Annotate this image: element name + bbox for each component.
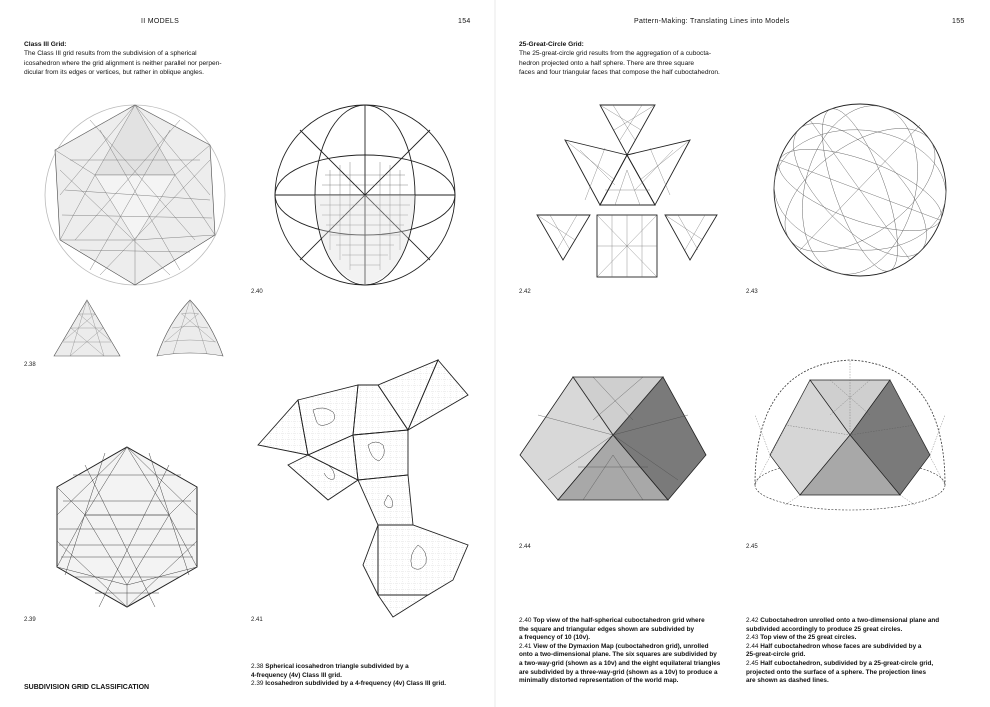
right-page-number: 155 bbox=[952, 18, 965, 25]
fig-label-2-38: 2.38 bbox=[24, 362, 36, 368]
half-sphere-grid-figure bbox=[270, 100, 460, 290]
left-running-head: II MODELS bbox=[141, 18, 180, 25]
caption-line: 2.45 Half cuboctahedron, subdivided by a 25-great-circle grid, bbox=[746, 659, 934, 667]
caption-line: are subdivided by a three-way-grid (shown as a 10v) to produce a bbox=[519, 668, 718, 676]
right-section-text: The 25-great-circle grid results from the aggregation of a cubocta- hedron projected onto a half sphere. There are three square faces and four triangular faces that compose the half cuboctahedron. bbox=[519, 50, 720, 77]
cuboctahedron-net-figure bbox=[535, 100, 720, 280]
caption-line: 2.43 Top view of the 25 great circles. bbox=[746, 634, 857, 642]
caption-line: are shown as dashed lines. bbox=[746, 677, 829, 685]
curved-triangle-figure bbox=[155, 298, 225, 358]
caption-line: a two-way-grid (shown as a 10v) and the eight equilateral triangles bbox=[519, 659, 721, 667]
fig-label-2-39: 2.39 bbox=[24, 617, 36, 623]
caption-line: 4-frequency (4v) Class III grid. bbox=[251, 671, 342, 679]
caption-line: 2.41 View of the Dymaxion Map (cuboctahedron grid), unrolled bbox=[519, 642, 709, 650]
caption-line: 2.44 Half cuboctahedron whose faces are subdivided by a bbox=[746, 642, 922, 650]
spherical-icosahedron-figure bbox=[40, 100, 230, 290]
caption-line: minimally distorted representation of the world map. bbox=[519, 677, 679, 685]
caption-line: a frequency of 10 (10v). bbox=[519, 634, 591, 642]
footer-section-title: SUBDIVISION GRID CLASSIFICATION bbox=[24, 684, 150, 691]
right-section-title: 25-Great-Circle Grid: bbox=[519, 41, 584, 48]
caption-line: projected onto the surface of a sphere. The projection lines bbox=[746, 668, 927, 676]
left-page-number: 154 bbox=[458, 18, 471, 25]
dymaxion-map-figure bbox=[258, 355, 473, 620]
half-cuboctahedron-figure bbox=[518, 375, 708, 510]
fig-label-2-40: 2.40 bbox=[251, 289, 263, 295]
great-circles-figure bbox=[770, 100, 950, 280]
fig-label-2-42: 2.42 bbox=[519, 289, 531, 295]
caption-line: 2.40 Top view of the half-spherical cuboctahedron grid where bbox=[519, 617, 705, 624]
left-section-text: The Class III grid results from the subdivision of a spherical icosahedron where the grid alignment is neither parallel nor perpen- dicular from its edges or vertices, but rather in oblique angles. bbox=[24, 50, 222, 77]
left-captions bbox=[251, 663, 491, 689]
fig-label-2-45: 2.45 bbox=[746, 544, 758, 550]
caption-line: 2.38 Spherical icosahedron triangle subdivided by a bbox=[251, 663, 409, 670]
caption-line: 2.39 Icosahedron subdivided by a 4-frequency (4v) Class III grid. bbox=[251, 680, 446, 688]
fig-label-2-41: 2.41 bbox=[251, 617, 263, 623]
icosahedron-figure bbox=[55, 445, 200, 610]
fig-label-2-43: 2.43 bbox=[746, 289, 758, 295]
caption-line: 25-great-circle grid. bbox=[746, 651, 806, 659]
right-captions-right bbox=[746, 617, 976, 686]
fig-label-2-44: 2.44 bbox=[519, 544, 531, 550]
left-section-title: Class III Grid: bbox=[24, 41, 67, 48]
caption-line: onto a two-dimensional plane. The six squares are subdivided by bbox=[519, 651, 717, 659]
caption-line: subdivided accordingly to produce 25 great circles. bbox=[746, 625, 903, 633]
projected-half-sphere-figure bbox=[745, 355, 955, 515]
page-gutter bbox=[494, 0, 496, 707]
right-captions-left bbox=[519, 617, 744, 686]
flat-triangle-figure bbox=[52, 298, 122, 358]
caption-line: the square and triangular edges shown are subdivided by bbox=[519, 625, 695, 633]
caption-line: 2.42 Cuboctahedron unrolled onto a two-dimensional plane and bbox=[746, 617, 940, 624]
right-running-head: Pattern-Making: Translating Lines into Models bbox=[634, 18, 790, 25]
